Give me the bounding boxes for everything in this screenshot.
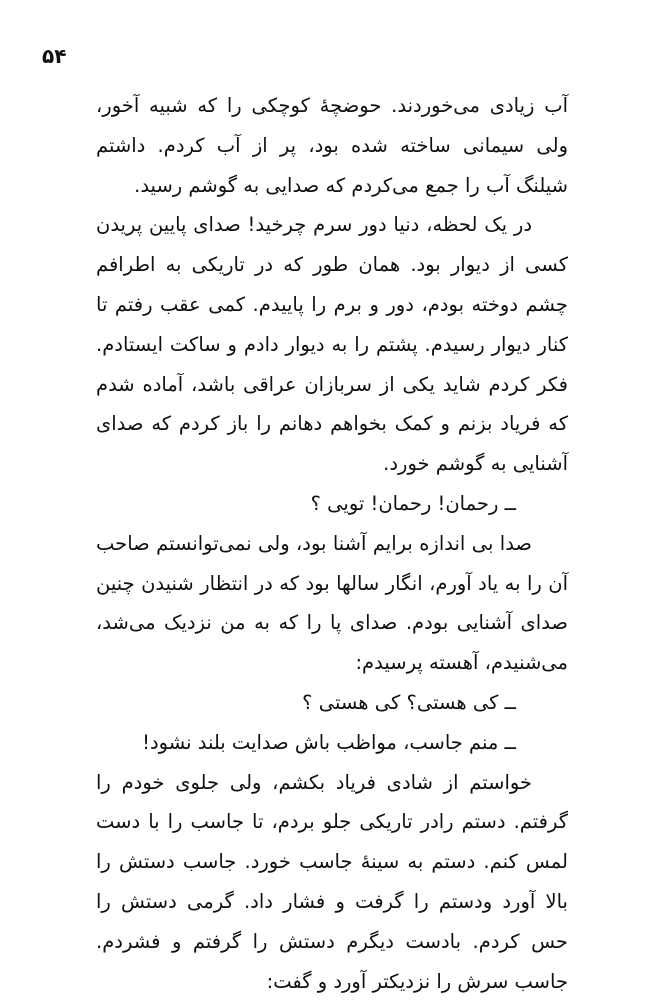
paragraph: در یک لحظه، دنیا دور سرم چرخید! صدای پایین پریدن کسی از دیوار بود. همان طور که در تاریکی به اطرافم چشم دوخته بودم، دور و برم را پاییدم. کمی عقب رفتم تا کنار دیوار رسیدم. پشتم را به دیوار دادم و ساکت ایستادم. فکر کردم شاید یکی از سربازان عراقی باشد، آماده شدم که فریاد بزنم و کمک بخواهم دهانم را باز کردم که صدای آشنایی به گوشم خورد. (96, 213, 568, 476)
paragraph: آب زیادی می‌خوردند. حوضچهٔ کوچکی را که شبیه آخور، ولی سیمانی ساخته شده بود، پر از آب کردم. داشتم شیلنگ آب را جمع می‌کردم که صدایی به گوشم رسید. (96, 94, 568, 197)
paragraph: صدا بی اندازه برایم آشنا بود، ولی نمی‌توانستم صاحب آن را به یاد آورم، انگار سالها بود که در انتظار شنیدن چنین صدای آشنایی بودم. صدای پا را که به من نزدیک می‌شد، می‌شنیدم، آهسته پرسیدم: (96, 531, 568, 675)
dialogue-line: ــ منم جاسب، مواظب باش صدایت بلند نشود! (142, 730, 516, 754)
page-body (96, 86, 568, 1001)
page-number: ۵۴ (42, 44, 67, 68)
paragraph: خواستم از شادی فریاد بکشم، ولی جلوی خودم را گرفتم. دستم رادر تاریکی جلو بردم، تا جاسب را با دست لمس کنم. دستم به سینهٔ جاسب خورد. جاسب دستش را بالا آورد ودستم را گرفت و فشار داد. گرمی دستش را حس کردم. بادست دیگرم دستش را گرفتم و فشردم. جاسب سرش را نزدیکتر آورد و گفت: (96, 770, 568, 993)
dialogue-line: ــ کی هستی؟ کی هستی ؟ (302, 690, 516, 714)
dialogue-line: ــ رحمان! رحمان! تویی ؟ (310, 491, 516, 515)
